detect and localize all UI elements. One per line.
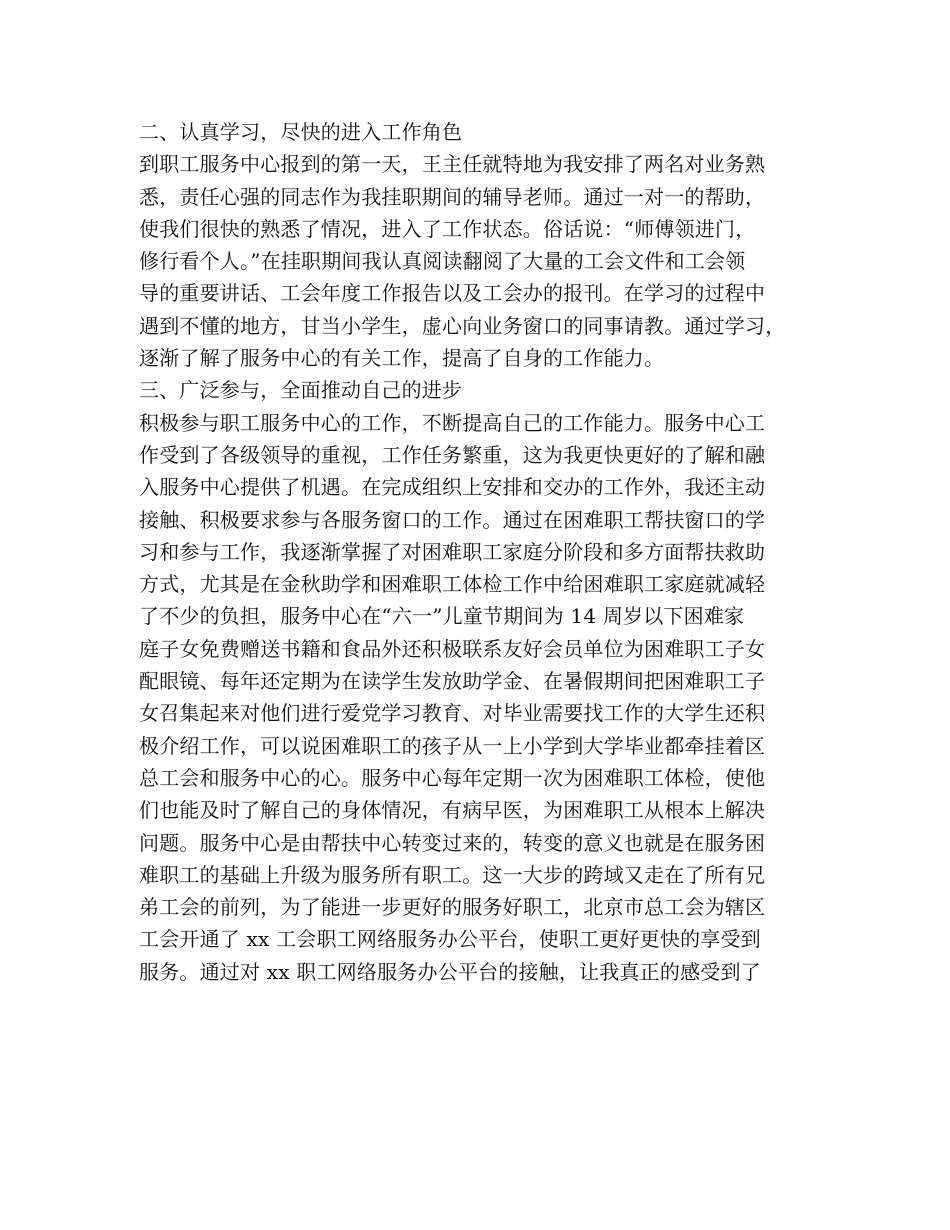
text-line: 极介绍工作，可以说困难职工的孩子从一上小学到大学毕业都牵挂着区 (139, 733, 766, 758)
text-line: 了不少的负担，服务中心在“六一”儿童节期间为 14 周岁以下困难家 (139, 604, 745, 629)
text-line: 配眼镜、每年还定期为在读学生发放助学金、在暑假期间把困难职工子 (139, 669, 766, 694)
text-line: 们也能及时了解自己的身体情况，有病早医，为困难职工从根本上解决 (139, 798, 766, 823)
text-line: 积极参与职工服务中心的工作，不断提高自己的工作能力。服务中心工 (139, 410, 766, 435)
text-line: 习和参与工作，我逐渐掌握了对困难职工家庭分阶段和多方面帮扶救助 (139, 539, 766, 564)
text-line: 服务。通过对 xx 职工网络服务办公平台的接触，让我真正的感受到了 (139, 959, 761, 984)
section-heading-3: 三、广泛参与，全面推动自己的进步 (139, 378, 463, 403)
text-line: 使我们很快的熟悉了情况，进入了工作状态。俗话说：“师傅领进门， (139, 216, 756, 241)
document-body (139, 116, 829, 988)
text-line: 总工会和服务中心的心。服务中心每年定期一次为困难职工体检，使他 (139, 765, 766, 790)
text-line: 女召集起来对他们进行爱党学习教育、对毕业需要找工作的大学生还积 (139, 701, 766, 726)
text-line: 难职工的基础上升级为服务所有职工。这一大步的跨域又走在了所有兄 (139, 862, 766, 887)
text-line: 入服务中心提供了机遇。在完成组织上安排和交办的工作外，我还主动 (139, 475, 766, 500)
text-line: 到职工服务中心报到的第一天，王主任就特地为我安排了两名对业务熟 (139, 152, 766, 177)
text-line: 庭子女免费赠送书籍和食品外还积极联系友好会员单位为困难职工子女 (139, 636, 766, 661)
text-line: 接触、积极要求参与各服务窗口的工作。通过在困难职工帮扶窗口的学 (139, 507, 766, 532)
text-line: 悉，责任心强的同志作为我挂职期间的辅导老师。通过一对一的帮助， (139, 184, 766, 209)
text-line: 修行看个人。”在挂职期间我认真阅读翻阅了大量的工会文件和工会领 (139, 249, 746, 274)
text-line: 弟工会的前列，为了能进一步更好的服务好职工，北京市总工会为辖区 (139, 895, 766, 920)
text-line: 导的重要讲话、工会年度工作报告以及工会办的报刊。在学习的过程中 (139, 281, 766, 306)
text-line: 方式，尤其是在金秋助学和困难职工体检工作中给困难职工家庭就减轻 (139, 572, 766, 597)
text-line: 作受到了各级领导的重视，工作任务繁重，这为我更快更好的了解和融 (139, 442, 766, 467)
section-heading-2: 二、认真学习，尽快的进入工作角色 (139, 120, 463, 144)
text-line: 问题。服务中心是由帮扶中心转变过来的，转变的意义也就是在服务困 (139, 830, 766, 855)
text-line: 逐渐了解了服务中心的有关工作，提高了自身的工作能力。 (139, 346, 665, 371)
text-line: 遇到不懂的地方，甘当小学生，虚心向业务窗口的同事请教。通过学习， (139, 313, 786, 338)
text-line: 工会开通了 xx 工会职工网络服务办公平台，使职工更好更快的享受到 (139, 927, 761, 952)
